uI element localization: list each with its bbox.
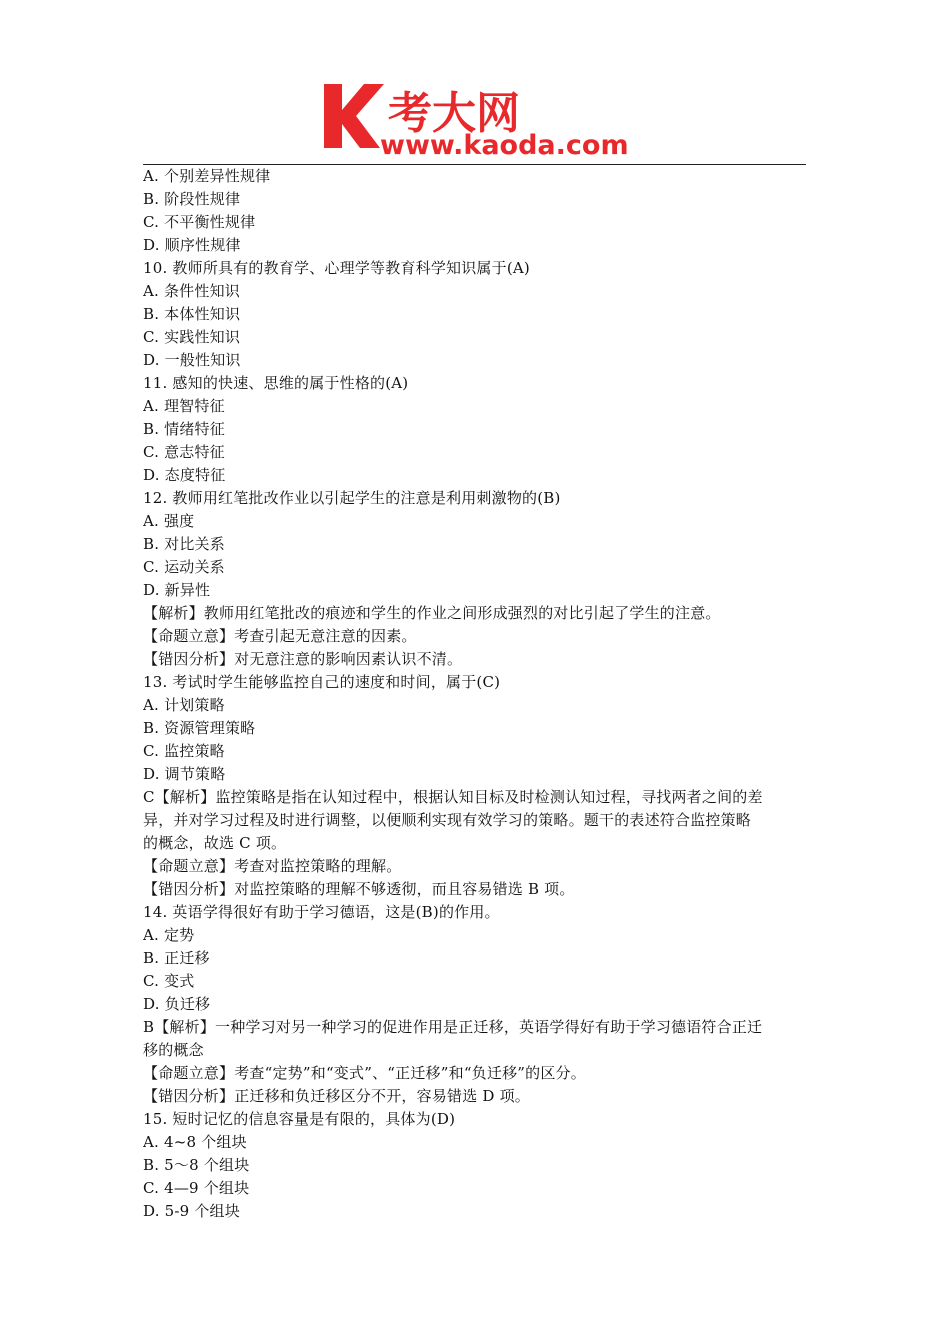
text-line: C. 不平衡性规律: [143, 213, 256, 231]
logo-cn-text: 考大网: [388, 88, 520, 139]
text-line: C. 变式: [143, 972, 195, 990]
text-line: D. 一般性知识: [143, 351, 241, 369]
logo-url-text: www.kaoda.com: [380, 130, 629, 160]
text-line: D. 5-9 个组块: [143, 1202, 240, 1220]
text-line: B. 本体性知识: [143, 305, 241, 323]
text-line: B. 5～8 个组块: [143, 1156, 250, 1174]
text-line: 15. 短时记忆的信息容量是有限的，具体为(D): [143, 1110, 456, 1128]
text-line: 【命题立意】考查“定势”和“变式”、“正迁移”和“负迁移”的区分。: [143, 1064, 586, 1082]
text-line: 10. 教师所具有的教育学、心理学等教育科学知识属于(A): [143, 259, 530, 277]
text-line: 【错因分析】对监控策略的理解不够透彻，而且容易错选 B 项。: [143, 880, 575, 898]
text-line: D. 负迁移: [143, 995, 211, 1013]
text-line: D. 态度特征: [143, 466, 226, 484]
text-line: 移的概念: [143, 1041, 204, 1059]
document-body: [143, 165, 807, 1223]
logo-k-mark: [324, 84, 384, 148]
text-line: B【解析】一种学习对另一种学习的促进作用是正迁移，英语学得好有助于学习德语符合正迁: [143, 1018, 763, 1036]
text-line: B. 正迁移: [143, 949, 210, 967]
text-line: A. 定势: [143, 926, 195, 944]
text-line: 【命题立意】考查对监控策略的理解。: [143, 857, 402, 875]
text-line: A. 理智特征: [143, 397, 225, 415]
text-line: 异，并对学习过程及时进行调整，以便顺利实现有效学习的策略。题干的表述符合监控策略: [143, 811, 752, 829]
text-line: 【错因分析】正迁移和负迁移区分不开，容易错选 D 项。: [143, 1087, 530, 1105]
text-line: 【解析】教师用红笔批改的痕迹和学生的作业之间形成强烈的对比引起了学生的注意。: [143, 604, 721, 622]
text-line: C. 运动关系: [143, 558, 225, 576]
text-line: A. 个别差异性规律: [143, 167, 271, 185]
text-line: 的概念，故选 C 项。: [143, 834, 287, 852]
text-line: D. 新异性: [143, 581, 211, 599]
text-line: A. 4~8 个组块: [143, 1133, 247, 1151]
text-line: B. 资源管理策略: [143, 719, 256, 737]
text-line: C. 监控策略: [143, 742, 225, 760]
text-line: B. 对比关系: [143, 535, 225, 553]
text-line: 14. 英语学得很好有助于学习德语，这是(B)的作用。: [143, 903, 500, 921]
text-line: D. 调节策略: [143, 765, 226, 783]
text-line: C. 实践性知识: [143, 328, 241, 346]
text-line: C【解析】监控策略是指在认知过程中，根据认知目标及时检测认知过程，寻找两者之间的差: [143, 788, 763, 806]
text-line: A. 计划策略: [143, 696, 225, 714]
text-line: C. 意志特征: [143, 443, 225, 461]
text-line: 11. 感知的快速、思维的属于性格的(A): [143, 374, 409, 392]
text-line: B. 情绪特征: [143, 420, 225, 438]
text-line: D. 顺序性规律: [143, 236, 241, 254]
text-line: B. 阶段性规律: [143, 190, 241, 208]
text-line: 【命题立意】考查引起无意注意的因素。: [143, 627, 417, 645]
text-line: A. 条件性知识: [143, 282, 240, 300]
text-line: 13. 考试时学生能够监控自己的速度和时间，属于(C): [143, 673, 501, 691]
text-line: 12. 教师用红笔批改作业以引起学生的注意是利用刺激物的(B): [143, 489, 561, 507]
text-line: A. 强度: [143, 512, 195, 530]
text-line: C. 4—9 个组块: [143, 1179, 250, 1197]
kaoda-logo: [318, 80, 640, 160]
text-line: 【错因分析】对无意注意的影响因素认识不清。: [143, 650, 463, 668]
